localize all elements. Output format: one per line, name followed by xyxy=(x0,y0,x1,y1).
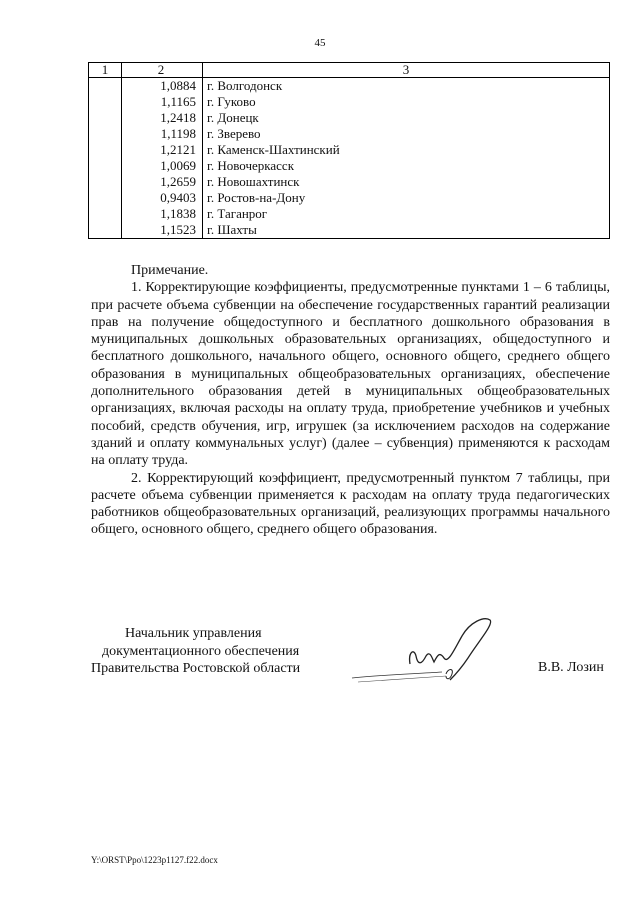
note-paragraph-2: 2. Корректирующий коэффициент, предусмотренный пунктом 7 таблицы, при расчете объема субвенции применяется к расходам на оплату труда педагогических работников общеобразовательных организаций, реализующих программы начального общего, основного общего, среднего общего образования. xyxy=(91,470,610,538)
coefficient-cell: 1,1165 xyxy=(122,94,203,110)
coefficient-cell: 1,2121 xyxy=(122,142,203,158)
table-row xyxy=(89,206,610,222)
position-line-1: Начальник управления xyxy=(125,626,262,641)
column-header-2: 2 xyxy=(122,63,203,78)
city-cell: г. Зверево xyxy=(203,126,610,142)
city-cell: г. Новошахтинск xyxy=(203,174,610,190)
table-row xyxy=(89,174,610,190)
row-number-cell xyxy=(89,158,122,174)
table-header-row xyxy=(89,63,610,78)
column-header-3: 3 xyxy=(203,63,610,78)
coefficient-cell: 1,0069 xyxy=(122,158,203,174)
row-number-cell xyxy=(89,110,122,126)
file-path: Y:\ORST\Ppo\1223p1127.f22.docx xyxy=(91,855,218,865)
row-number-cell xyxy=(89,174,122,190)
city-cell: г. Таганрог xyxy=(203,206,610,222)
row-number-cell xyxy=(89,78,122,95)
coefficient-cell: 1,1198 xyxy=(122,126,203,142)
city-cell: г. Волгодонск xyxy=(203,78,610,95)
coefficient-cell: 1,2659 xyxy=(122,174,203,190)
note-paragraph-1: 1. Корректирующие коэффициенты, предусмотренные пунктами 1 – 6 таблицы, при расчете объема субвенции на обеспечение государственных гарантий реализации прав на получение общедоступного и бесплатного дошкольного образования в муниципальных дошкольных образовательных организациях, общедоступного и бесплатного дошкольного, начального общего, основного общего, среднего общего образования в муниципальных общеобразовательных организациях, обеспечение дополнительного образования детей в муниципальных общеобразовательных организациях, включая расходы на оплату труда, приобретение учебников и учебных пособий, средств обучения, игр, игрушек (за исключением расходов на содержание зданий и оплату коммунальных услуг) (далее – субвенция) применяются к расходам на оплату труда. xyxy=(91,280,610,469)
row-number-cell xyxy=(89,222,122,239)
table-row xyxy=(89,126,610,142)
city-cell: г. Шахты xyxy=(203,222,610,239)
city-cell: г. Ростов-на-Дону xyxy=(203,190,610,206)
coefficient-cell: 1,1838 xyxy=(122,206,203,222)
table-row xyxy=(89,110,610,126)
row-number-cell xyxy=(89,206,122,222)
row-number-cell xyxy=(89,142,122,158)
column-header-1: 1 xyxy=(89,63,122,78)
page-number: 45 xyxy=(314,37,326,49)
signatory-position xyxy=(91,625,331,678)
city-cell: г. Новочеркасск xyxy=(203,158,610,174)
table-row xyxy=(89,94,610,110)
coefficient-cell: 0,9403 xyxy=(122,190,203,206)
table-row xyxy=(89,190,610,206)
city-cell: г. Донецк xyxy=(203,110,610,126)
signatory-name: В.В. Лозин xyxy=(538,660,604,675)
handwritten-signature xyxy=(350,612,500,692)
table-row xyxy=(89,142,610,158)
position-line-2: документационного обеспечения xyxy=(102,643,300,659)
coefficient-cell: 1,0884 xyxy=(122,78,203,95)
note-title: Примечание. xyxy=(131,263,209,278)
coefficients-table xyxy=(88,62,610,239)
table-row xyxy=(89,78,610,95)
row-number-cell xyxy=(89,190,122,206)
note-section xyxy=(91,262,610,539)
coefficient-cell: 1,2418 xyxy=(122,110,203,126)
coefficient-cell: 1,1523 xyxy=(122,222,203,239)
city-cell: г. Каменск-Шахтинский xyxy=(203,142,610,158)
city-cell: г. Гуково xyxy=(203,94,610,110)
row-number-cell xyxy=(89,126,122,142)
position-line-3: Правительства Ростовской области xyxy=(91,661,301,676)
row-number-cell xyxy=(89,94,122,110)
table-row xyxy=(89,158,610,174)
table-row xyxy=(89,222,610,239)
